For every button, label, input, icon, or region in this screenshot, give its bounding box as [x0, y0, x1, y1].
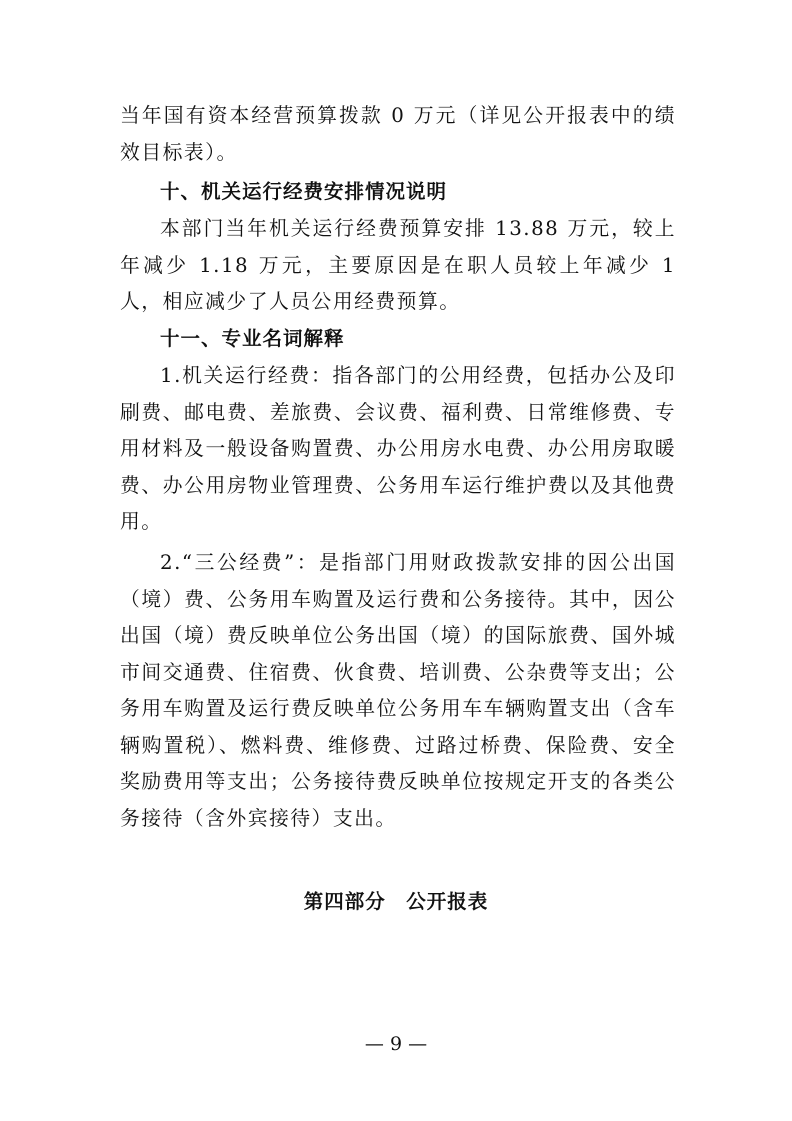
section-11-heading: 十一、专业名词解释: [160, 327, 345, 350]
definition-item-1: 1.机关运行经费：指各部门的公用经费，包括办公及印刷费、邮电费、差旅费、会议费、福利费、日常维修费、专用材料及一般设备购置费、办公用房水电费、办公用房取暖费、办公用房物业管理费、公务用车运行维护费以及其他费用。: [120, 364, 676, 533]
section-10-heading: 十、机关运行经费安排情况说明: [160, 180, 448, 203]
page-number: — 9 —: [364, 1033, 428, 1055]
part-title: 第四部分 公开报表: [303, 890, 489, 913]
definition-item-2: 2.“三公经费”：是指部门用财政拨款安排的因公出国（境）费、公务用车购置及运行费和公务接待。其中，因公出国（境）费反映单位公务出国（境）的国际旅费、国外城市间交通费、住宿费、伙食费、培训费、公杂费等支出；公务用车购置及运行费反映单位公务用车车辆购置支出（含车辆购置税）、燃料费、维修费、过路过桥费、保险费、安全奖励费用等支出；公务接待费反映单位按规定开支的各类公务接待（含外宾接待）支出。: [120, 551, 676, 830]
intro-paragraph: 当年国有资本经营预算拨款 0 万元（详见公开报表中的绩效目标表）。: [120, 104, 676, 164]
section-10-paragraph: 本部门当年机关运行经费预算安排 13.88 万元，较上年减少 1.18 万元，主要原因是在职人员较上年减少 1 人，相应减少了人员公用经费预算。: [120, 217, 676, 313]
